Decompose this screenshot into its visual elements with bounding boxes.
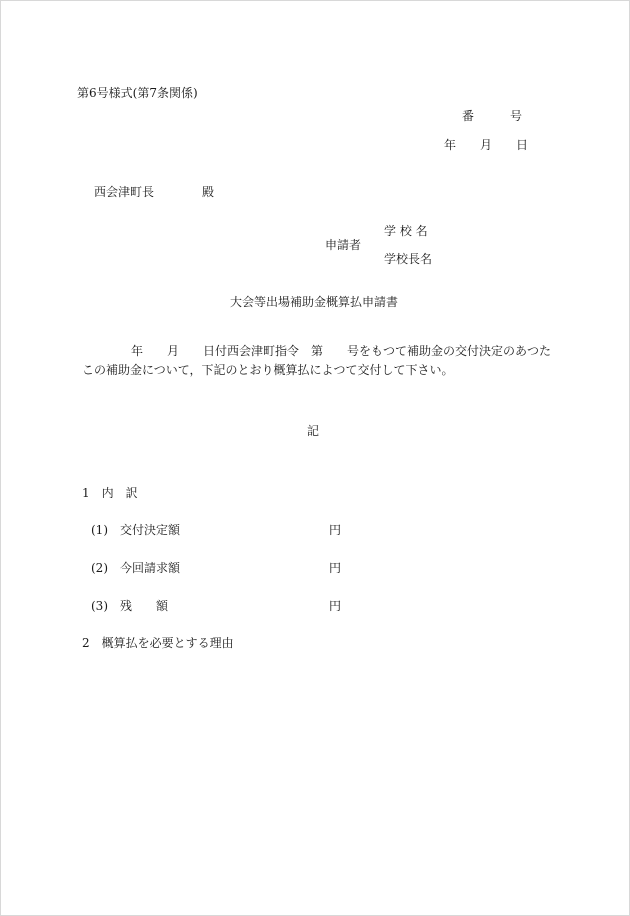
body-line-2: この補助金について，下記のとおり概算払によつて交付して下さい。 — [82, 363, 454, 377]
yen-unit: 円 — [329, 561, 342, 575]
ki-heading: 記 — [307, 424, 320, 438]
section-1-heading: 1 内 訳 — [82, 486, 138, 500]
item-label: (3) 残 額 — [91, 599, 168, 613]
yen-unit: 円 — [329, 599, 342, 613]
principal-name-label: 学校長名 — [384, 252, 433, 266]
body-line-1: 年 月 日付西会津町指令 第 号をもつて補助金の交付決定のあつた — [131, 344, 552, 358]
applicant-label: 申請者 — [325, 238, 362, 252]
school-name-label: 学 校 名 — [384, 224, 428, 238]
yen-unit: 円 — [329, 523, 342, 537]
date-line: 年 月 日 — [444, 138, 529, 152]
section-2-heading: 2 概算払を必要とする理由 — [82, 636, 234, 650]
item-label: (1) 交付決定額 — [91, 523, 180, 537]
addressee: 西会津町長 殿 — [94, 185, 215, 199]
item-label: (2) 今回請求額 — [91, 561, 180, 575]
number-line: 番 号 — [462, 109, 523, 123]
form-label: 第6号様式(第7条関係) — [77, 86, 198, 100]
document-title: 大会等出場補助金概算払申請書 — [230, 295, 399, 309]
